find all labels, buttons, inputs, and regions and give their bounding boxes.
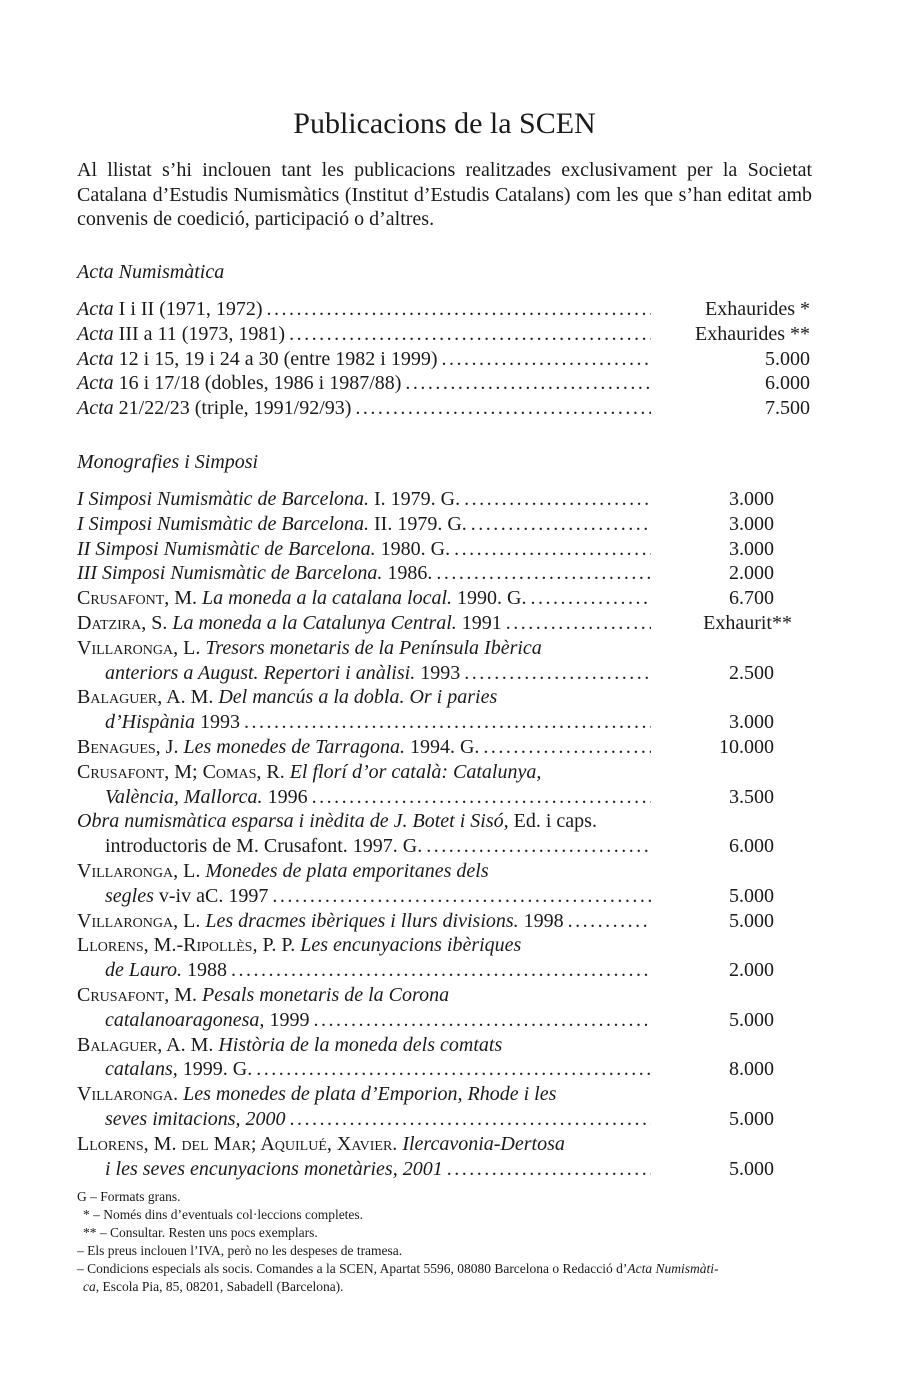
- acta-row: [77, 371, 812, 396]
- row-title: [77, 859, 493, 884]
- row-author: Crusafont, M; Comas, R.: [77, 760, 285, 783]
- dot-leader: [355, 396, 651, 421]
- monografia-row: [77, 859, 812, 884]
- row-title: [77, 809, 601, 834]
- row-author: Crusafont, M.: [77, 983, 198, 1006]
- row-price: 10.000: [719, 735, 774, 758]
- row-author: Villaronga.: [77, 1083, 179, 1106]
- row-title: [77, 909, 564, 934]
- row-title-italic: catalanoaragonesa,: [105, 1008, 265, 1031]
- row-text-zone: [77, 347, 655, 372]
- monografia-row: [77, 537, 812, 562]
- dot-leader: [267, 297, 651, 322]
- dot-leader: [272, 884, 651, 909]
- row-price: 2.000: [729, 959, 774, 982]
- row-text-zone: [105, 958, 655, 983]
- row-title-rest: I. 1979. G.: [369, 488, 461, 510]
- row-title: [77, 611, 502, 636]
- row-text-zone: [77, 561, 655, 586]
- row-title-italic: II Simposi Numismàtic de Barcelona.: [77, 537, 376, 560]
- row-title-italic: Del mancús a la dobla. Or i paries: [213, 686, 498, 709]
- dot-leader: [426, 834, 651, 859]
- acta-row: [77, 396, 812, 421]
- row-price: 3.000: [729, 711, 774, 734]
- row-author: Benagues, J.: [77, 735, 179, 758]
- row-title-rest: Ed. i caps.: [508, 810, 597, 833]
- row-title: [77, 537, 450, 562]
- row-text-zone: [77, 396, 655, 421]
- row-text-zone: [77, 322, 655, 347]
- row-title-rest: III a 11 (1973, 1981): [113, 322, 286, 345]
- row-title: [77, 1082, 560, 1107]
- row-title-italic: seves imitacions, 2000: [105, 1107, 286, 1130]
- row-text-zone: [77, 636, 546, 661]
- row-text-zone: [105, 834, 655, 859]
- row-text-zone: [77, 297, 655, 322]
- monografia-row: [77, 710, 812, 735]
- row-author: Villaronga, L.: [77, 859, 201, 882]
- row-title: [77, 396, 351, 421]
- row-title-italic: Acta: [77, 298, 114, 320]
- monografia-row: [77, 661, 812, 686]
- monografia-row: [77, 760, 812, 785]
- row-title-rest: 1994. G.: [404, 735, 480, 758]
- monografia-row: [77, 561, 812, 586]
- row-title: [105, 834, 422, 859]
- dot-leader: [231, 958, 651, 983]
- footnote-star: * – Només dins d’eventuals col·leccions completes.: [83, 1207, 364, 1222]
- row-title-italic: Les monedes de Tarragona.: [178, 735, 405, 758]
- section-heading-acta: Acta Numismàtica: [77, 261, 225, 283]
- footnotes: [77, 1188, 812, 1296]
- dot-leader: [442, 347, 652, 372]
- row-title: [77, 760, 545, 785]
- row-title-rest: 1999: [264, 1008, 310, 1031]
- row-title: [77, 735, 479, 760]
- row-text-zone: [77, 933, 525, 958]
- row-title: [77, 561, 432, 586]
- acta-row: [77, 297, 812, 322]
- monografia-row: [77, 834, 812, 859]
- row-text-zone: [77, 909, 655, 934]
- row-title-rest: 1990. G.: [452, 587, 527, 610]
- row-text-zone: [77, 983, 453, 1008]
- row-title: [77, 636, 546, 661]
- row-title-rest: I i II (1971, 1972): [113, 298, 263, 320]
- row-title-italic: València, Mallorca.: [105, 785, 263, 808]
- row-title: [105, 884, 268, 909]
- row-text-zone: [77, 586, 655, 611]
- row-price: 2.500: [729, 661, 774, 684]
- row-text-zone: [77, 1132, 569, 1157]
- row-text-zone: [77, 611, 655, 636]
- row-title-rest: 1991: [456, 611, 502, 634]
- monografia-row: [77, 1082, 812, 1107]
- row-title-italic: Les dracmes ibèriques i llurs divisions.: [200, 909, 519, 932]
- row-text-zone: [105, 1057, 655, 1082]
- row-title-italic: Tresors monetaris de la Península Ibèrica: [200, 636, 542, 659]
- row-author: Balaguer, A. M.: [77, 1033, 214, 1056]
- monografia-row: [77, 1033, 812, 1058]
- row-title-italic: Pesals monetaris de la Corona: [197, 983, 450, 1006]
- row-title: [77, 1033, 506, 1058]
- row-text-zone: [77, 537, 655, 562]
- row-title-rest: 1993: [415, 661, 461, 684]
- row-price: 5.000: [729, 1008, 774, 1031]
- row-title-italic: I Simposi Numismàtic de Barcelona.: [77, 488, 370, 510]
- dot-leader: [464, 487, 651, 512]
- row-title-italic: Les monedes de plata d’Emporion, Rhode i les: [178, 1083, 557, 1106]
- row-title-italic: Les encunyacions ibèriques: [295, 934, 522, 957]
- row-price: 3.500: [729, 785, 774, 808]
- monografia-row: [77, 487, 812, 512]
- dot-leader: [530, 586, 651, 611]
- monografia-row: [77, 983, 812, 1008]
- row-title-italic: Obra numismàtica esparsa i inèdita de J. Botet i Sisó,: [77, 810, 509, 833]
- row-title-rest: 1998: [518, 909, 564, 932]
- row-price: 8.000: [729, 1058, 774, 1081]
- row-text-zone: [77, 487, 655, 512]
- row-text-zone: [105, 710, 655, 735]
- row-title-italic: Monedes de plata emporitanes dels: [200, 859, 489, 882]
- row-title-rest: 1999. G.: [177, 1058, 253, 1081]
- row-title: [77, 586, 526, 611]
- row-text-zone: [77, 512, 655, 537]
- monografia-row: [77, 958, 812, 983]
- row-price: 5.000: [729, 1157, 774, 1180]
- row-title: [105, 785, 308, 810]
- monografia-row: [77, 1057, 812, 1082]
- row-title: [105, 661, 460, 686]
- row-text-zone: [105, 884, 655, 909]
- footnote-g: G – Formats grans.: [77, 1189, 181, 1204]
- row-text-zone: [77, 1033, 506, 1058]
- row-price: Exhaurides *: [705, 298, 810, 320]
- footnote-condicions: – Condicions especials als socis. Comandes a la SCEN, Apartat 5596, 08080 Barcelona o Redacció d’Acta Numismàti-: [77, 1261, 719, 1276]
- row-title-rest: v-iv aC. 1997: [153, 884, 269, 907]
- row-title-rest: 16 i 17/18 (dobles, 1986 i 1987/88): [113, 372, 402, 395]
- row-author: Crusafont, M.: [77, 587, 198, 610]
- dot-leader: [290, 1107, 651, 1132]
- monografia-row: [77, 785, 812, 810]
- acta-row: [77, 347, 812, 372]
- monografia-row: [77, 909, 812, 934]
- row-title-rest: 12 i 15, 19 i 24 a 30 (entre 1982 i 1999): [113, 347, 438, 370]
- row-title-rest: 1996: [262, 785, 308, 808]
- row-price: 7.500: [765, 397, 810, 420]
- row-text-zone: [105, 661, 655, 686]
- row-title: [77, 685, 501, 710]
- row-price: 2.000: [729, 562, 774, 585]
- dot-leader: [483, 735, 651, 760]
- row-price: 6.000: [729, 835, 774, 858]
- row-price: 3.000: [729, 537, 774, 560]
- dot-leader: [256, 1057, 651, 1082]
- row-author: Llorens, M. del Mar; Aquilué, Xavier.: [77, 1132, 398, 1155]
- monografia-row: [77, 1008, 812, 1033]
- row-title-italic: III Simposi Numismàtic de Barcelona.: [77, 562, 383, 585]
- dot-leader: [312, 785, 651, 810]
- row-title: [105, 1008, 309, 1033]
- row-title-rest: 1986.: [382, 562, 433, 585]
- row-title: [105, 958, 227, 983]
- dot-leader: [405, 371, 651, 396]
- row-title: [77, 347, 438, 372]
- row-title-rest: 21/22/23 (triple, 1991/92/93): [113, 397, 352, 420]
- row-price: 5.000: [729, 1107, 774, 1130]
- row-text-zone: [105, 1107, 655, 1132]
- row-title-italic: anteriors a August. Repertori i anàlisi.: [105, 661, 416, 684]
- row-price: 3.000: [729, 512, 774, 535]
- dot-leader: [447, 1157, 651, 1182]
- row-text-zone: [77, 760, 545, 785]
- dot-leader: [464, 661, 651, 686]
- row-title: [77, 933, 525, 958]
- row-price: 6.000: [765, 372, 810, 395]
- row-title-italic: Història de la moneda dels comtats: [213, 1033, 503, 1056]
- monografia-row: [77, 1107, 812, 1132]
- dot-leader: [471, 512, 651, 537]
- row-title: [105, 1157, 443, 1182]
- row-title-italic: Acta: [77, 372, 114, 395]
- row-title: [77, 371, 401, 396]
- row-author: Villaronga, L.: [77, 636, 201, 659]
- page-title: Publicacions de la SCEN: [293, 107, 596, 140]
- row-title-italic: El florí d’or català: Catalunya,: [284, 760, 542, 783]
- row-price: 6.700: [729, 587, 774, 610]
- row-title: [77, 297, 263, 322]
- row-title-italic: I Simposi Numismàtic de Barcelona.: [77, 512, 370, 535]
- row-text-zone: [105, 1008, 655, 1033]
- row-title-italic: Acta: [77, 397, 114, 420]
- dot-leader: [244, 710, 651, 735]
- monografia-row: [77, 735, 812, 760]
- row-title: [77, 487, 460, 512]
- dot-leader: [506, 611, 651, 636]
- acta-list: [77, 297, 812, 421]
- row-text-zone: [77, 859, 493, 884]
- row-title: [105, 710, 240, 735]
- footnote-condicions-cont: ca, Escola Pia, 85, 08201, Sabadell (Barcelona).: [83, 1279, 344, 1294]
- row-title-rest: 1980. G.: [375, 537, 451, 560]
- row-title-italic: de Lauro.: [105, 959, 183, 982]
- dot-leader: [289, 322, 651, 347]
- monografia-row: [77, 611, 812, 636]
- monografia-row: [77, 933, 812, 958]
- row-title-italic: Acta: [77, 322, 114, 345]
- monografia-row: [77, 1157, 812, 1182]
- dot-leader: [436, 561, 651, 586]
- row-text-zone: [105, 1157, 655, 1182]
- row-title: [105, 1107, 286, 1132]
- monografies-list: [77, 487, 812, 1181]
- row-title-italic: catalans,: [105, 1058, 178, 1081]
- row-title: [77, 983, 453, 1008]
- monografia-row: [77, 685, 812, 710]
- row-title: [77, 322, 285, 347]
- row-text-zone: [77, 371, 655, 396]
- dot-leader: [568, 909, 651, 934]
- row-price: 5.000: [729, 909, 774, 932]
- row-author: Llorens, M.-Ripollès, P. P.: [77, 934, 296, 957]
- dot-leader: [454, 537, 651, 562]
- row-text-zone: [77, 1082, 560, 1107]
- row-author: Villaronga, L.: [77, 909, 201, 932]
- row-text-zone: [105, 785, 655, 810]
- row-text-zone: [77, 685, 501, 710]
- footnote-double-star: ** – Consultar. Resten uns pocs exemplars.: [83, 1225, 318, 1240]
- row-title-rest: introductoris de M. Crusafont. 1997. G.: [105, 835, 423, 858]
- row-title-italic: segles: [105, 884, 154, 907]
- acta-row: [77, 322, 812, 347]
- row-author: Datzira, S.: [77, 611, 168, 634]
- monografia-row: [77, 884, 812, 909]
- row-text-zone: [77, 809, 601, 834]
- footnote-iva: – Els preus inclouen l’IVA, però no les despeses de tramesa.: [77, 1243, 403, 1258]
- row-price: Exhaurit**: [703, 611, 792, 634]
- row-price: 5.000: [729, 884, 774, 907]
- row-title: [77, 512, 467, 537]
- row-title-italic: Acta: [77, 347, 114, 370]
- row-title-italic: d’Hispània: [105, 711, 195, 734]
- row-title-rest: II. 1979. G.: [369, 512, 467, 535]
- row-title-rest: 1993: [195, 711, 240, 734]
- row-text-zone: [77, 735, 655, 760]
- row-title-italic: Ilercavonia-Dertosa: [397, 1132, 565, 1155]
- row-title: [77, 1132, 569, 1157]
- row-title: [105, 1057, 252, 1082]
- row-title-italic: La moneda a la catalana local.: [197, 587, 453, 610]
- row-price: 3.000: [729, 488, 774, 510]
- row-title-rest: 1988: [182, 959, 228, 982]
- monografia-row: [77, 586, 812, 611]
- row-title-italic: La moneda a la Catalunya Central.: [167, 611, 457, 634]
- section-heading-monografies: Monografies i Simposi: [77, 451, 259, 473]
- monografia-row: [77, 636, 812, 661]
- row-price: 5.000: [765, 347, 810, 370]
- monografia-row: [77, 1132, 812, 1157]
- dot-leader: [313, 1008, 651, 1033]
- monografia-row: [77, 512, 812, 537]
- row-price: Exhaurides **: [695, 322, 810, 345]
- row-author: Balaguer, A. M.: [77, 686, 214, 709]
- intro-paragraph: Al llistat s’hi inclouen tant les publicacions realitzades exclusivament per la Societat Catalana d’Estudis Numismàtics (Institut d’Estudis Catalans) com les que s’han editat amb convenis de coedició, participació o d’altres.: [77, 159, 812, 230]
- monografia-row: [77, 809, 812, 834]
- row-title-italic: i les seves encunyacions monetàries, 2001: [105, 1157, 443, 1180]
